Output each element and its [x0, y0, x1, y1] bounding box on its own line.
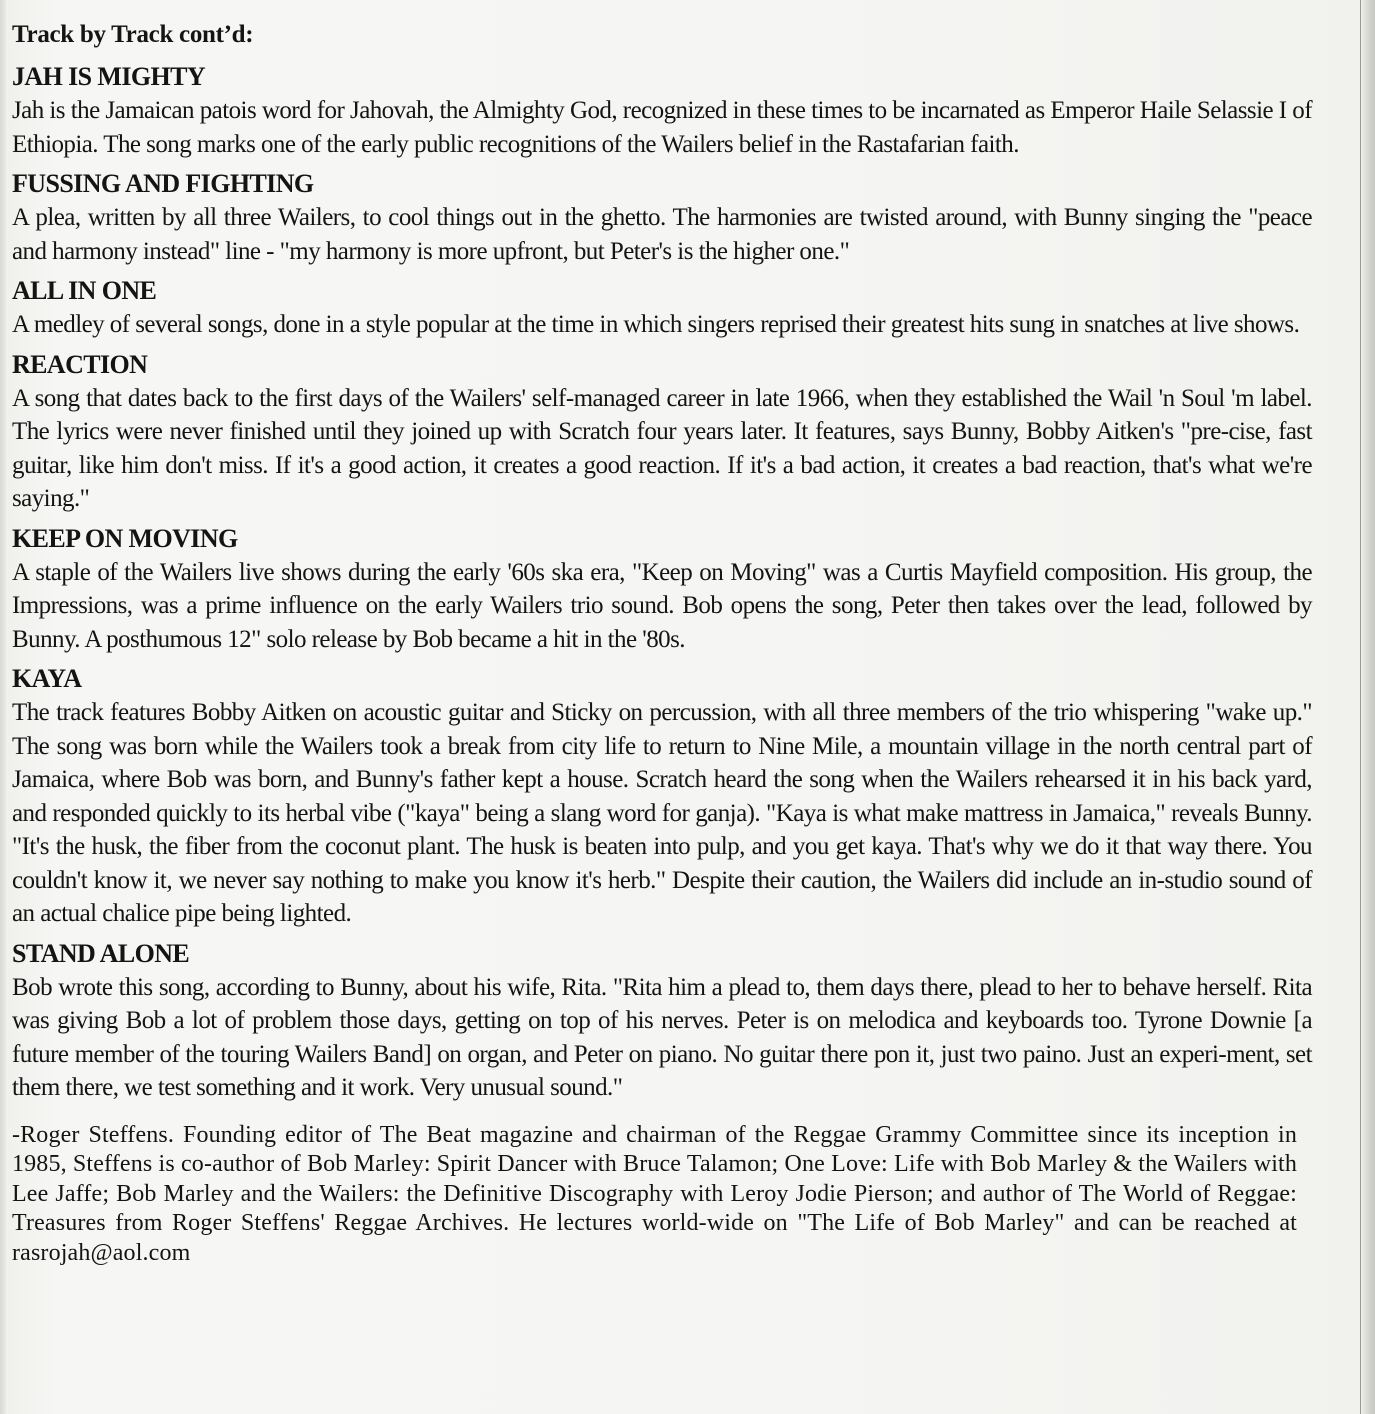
section-header: Track by Track cont’d:	[12, 21, 254, 48]
track-description: Jah is the Jamaican patois word for Jahovah, the Almighty God, recognized in these times to be incarnated as Emperor Haile Selassie I of Ethiopia. The song marks one of the early public recognitions of the Wailers belief in the Rastafarian faith.	[12, 97, 1312, 158]
track-keep-on-moving	[12, 522, 1312, 657]
page-left-edge	[0, 0, 6, 1414]
page-fold-edge	[1360, 0, 1375, 1414]
track-title: ALL IN ONE	[12, 276, 157, 305]
track-title: KAYA	[12, 664, 82, 693]
track-title: FUSSING AND FIGHTING	[12, 169, 314, 198]
track-description: Bob wrote this song, according to Bunny, about his wife, Rita. "Rita him a plead to, them days there, plead to her to behave herself. Rita was giving Bob a lot of problem those days, getting on top of his nerves. Peter is on melodica and keyboards too. Tyrone Downie [a future member of the touring Wailers Band] on organ, and Peter on piano. No guitar there pon it, just two paino. Just an experi-ment, set them there, we test something and it work. Very unusual sound."	[12, 973, 1312, 1101]
track-description: The track features Bobby Aitken on acoustic guitar and Sticky on percussion, with all three members of the trio whispering "wake up." The song was born while the Wailers took a break from city life to return to Nine Mile, a mountain village in the north central part of Jamaica, where Bob was born, and Bunny's father kept a house. Scratch heard the song when the Wailers rehearsed it in his back yard, and responded quickly to its herbal vibe ("kaya" being a slang word for ganja). "Kaya is what make mattress in Jamaica," reveals Bunny. "It's the husk, the fiber from the coconut plant. The husk is beaten into pulp, and you get kaya. That's why we do it that way there. You couldn't know it, we never say nothing to make you know it's herb." Despite their caution, the Wailers did include an in-studio sound of an actual chalice pipe being lighted.	[12, 699, 1312, 927]
track-title: JAH IS MIGHTY	[12, 62, 206, 91]
track-description: A song that dates back to the first days of the Wailers' self-managed career in late 1966, when they established the Wail 'n Soul 'm label. The lyrics were never finished until they joined up with Scratch four years later. It features, says Bunny, Bobby Aitken's "pre-cise, fast guitar, like him don't miss. If it's a good action, it creates a good reaction. If it's a bad action, it creates a bad reaction, that's what we're saying."	[12, 384, 1312, 512]
track-fussing-and-fighting	[12, 167, 1312, 268]
track-title: STAND ALONE	[12, 938, 190, 968]
track-kaya	[12, 662, 1312, 931]
track-description: A staple of the Wailers live shows during the early '60s ska era, "Keep on Moving" was a Curtis Mayfield composition. His group, the Impressions, was a prime influence on the early Wailers trio sound. Bob opens the song, Peter then takes over the lead, followed by Bunny. A posthumous 12" solo release by Bob became a hit in the '80s.	[12, 558, 1312, 653]
track-title: KEEP ON MOVING	[12, 523, 238, 553]
track-description: A plea, written by all three Wailers, to cool things out in the ghetto. The harmonies are twisted around, with Bunny singing the "peace and harmony instead" line - "my harmony is more upfront, but Peter's is the higher one."	[12, 204, 1312, 265]
liner-notes	[12, 18, 1312, 1268]
track-jah-is-mighty	[12, 60, 1312, 161]
track-stand-alone	[12, 937, 1312, 1105]
track-all-in-one	[12, 274, 1312, 342]
track-reaction	[12, 348, 1312, 516]
track-description: A medley of several songs, done in a style popular at the time in which singers reprised their greatest hits sung in snatches at live shows.	[12, 311, 1300, 338]
author-credit: -Roger Steffens. Founding editor of The Beat magazine and chairman of the Reggae Grammy Committee since its inception in 1985, Steffens is co-author of Bob Marley: Spirit Dancer with Bruce Talamon; One Love: Life with Bob Marley & the Wailers with Lee Jaffe; Bob Marley and the Wailers: the Definitive Discography with Leroy Jodie Pierson; and author of The World of Reggae: Treasures from Roger Steffens' Reggae Archives. He lectures world-wide on "The Life of Bob Marley" and can be reached at rasrojah@aol.com	[12, 1121, 1297, 1266]
track-title: REACTION	[12, 349, 148, 379]
